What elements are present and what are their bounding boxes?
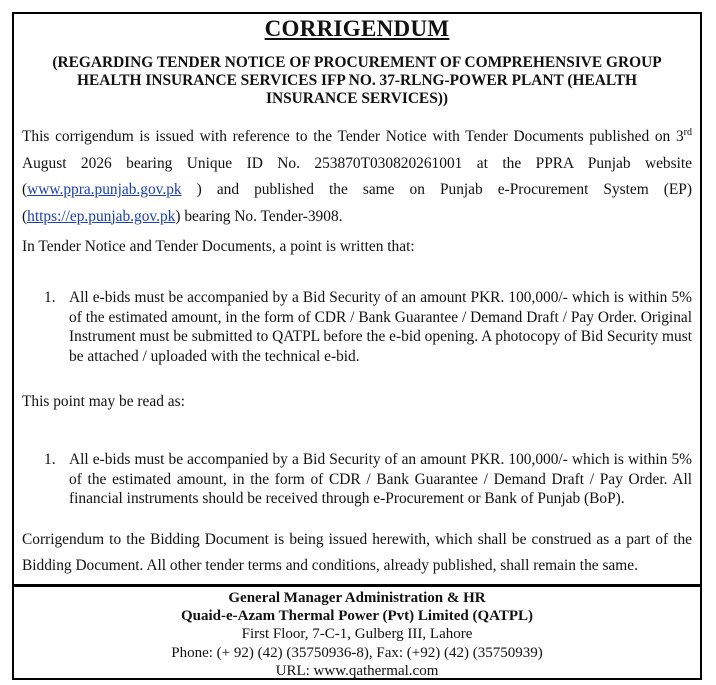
- footer-designation: General Manager Administration & HR: [228, 590, 486, 606]
- revised-point-number: 1.: [44, 451, 56, 468]
- document-subtitle: (REGARDING TENDER NOTICE OF PROCUREMENT OF COMPREHENSIVE GROUP HEALTH INSURANCE SERVICES IFP NO. 37-RLNG-POWER PLANT (HEALTH INSURANCE SERVICES)): [52, 54, 662, 107]
- footer-address: First Floor, 7-C-1, Gulberg III, Lahore: [241, 626, 473, 643]
- footer-divider: [14, 584, 700, 587]
- intro-text-4: ) bearing No. Tender-3908.: [175, 207, 343, 225]
- footer-phone: Phone: (+ 92) (42) (35750936-8), Fax: (+92) (42) (35750939): [171, 644, 543, 661]
- intro-superscript: rd: [683, 126, 692, 138]
- closing-paragraph: Corrigendum to the Bidding Document is being issued herewith, which shall be construed as a part of the Bidding Document. All other tender terms and conditions, already published, shall remain the same.: [22, 531, 692, 574]
- document-title: CORRIGENDUM: [264, 16, 450, 41]
- ppra-website-link[interactable]: www.ppra.punjab.gov.pk: [27, 181, 182, 198]
- document-frame: [12, 12, 702, 680]
- original-point-text: All e-bids must be accompanied by a Bid Security of an amount PKR. 100,000/- which is within 5% of the estimated amount, in the form of CDR / Bank Guarantee / Demand Draft / Pay Order. Original Instrument must be submitted to QATPL before the e-bid opening. A photocopy of Bid Security must be attached / uploaded with the technical e-bid.: [69, 289, 692, 365]
- intro-text-2: August 2026 bearing Unique ID No. 253870T030820261001 at the PPRA Punjab website (: [22, 154, 692, 198]
- intro-text-1: This corrigendum is issued with reference to the Tender Notice with Tender Documents published on 3: [22, 128, 684, 145]
- intro-paragraph: [22, 124, 692, 230]
- ep-website-link[interactable]: https://ep.punjab.gov.pk: [27, 207, 176, 225]
- footer-company: Quaid-e-Azam Thermal Power (Pvt) Limited (QATPL): [180, 608, 534, 625]
- footer-contact: [14, 589, 700, 680]
- revised-point-item: [44, 450, 692, 509]
- footer-url: URL: www.qathermal.com: [275, 662, 439, 679]
- point-intro: In Tender Notice and Tender Documents, a point is written that:: [22, 238, 415, 255]
- original-point-number: 1.: [44, 289, 56, 306]
- intro-text-3: ) and published the same on Punjab e-Procurement System (EP) (: [22, 181, 692, 225]
- original-point-item: [44, 288, 692, 366]
- read-as-text: This point may be read as:: [22, 393, 185, 410]
- revised-point-text: All e-bids must be accompanied by a Bid Security of an amount PKR. 100,000/- which is within 5% of the estimated amount, in the form of CDR / Bank Guarantee / Demand Draft / Pay Order. All financial instruments should be received through e-Procurement or Bank of Punjab (BoP).: [69, 451, 692, 507]
